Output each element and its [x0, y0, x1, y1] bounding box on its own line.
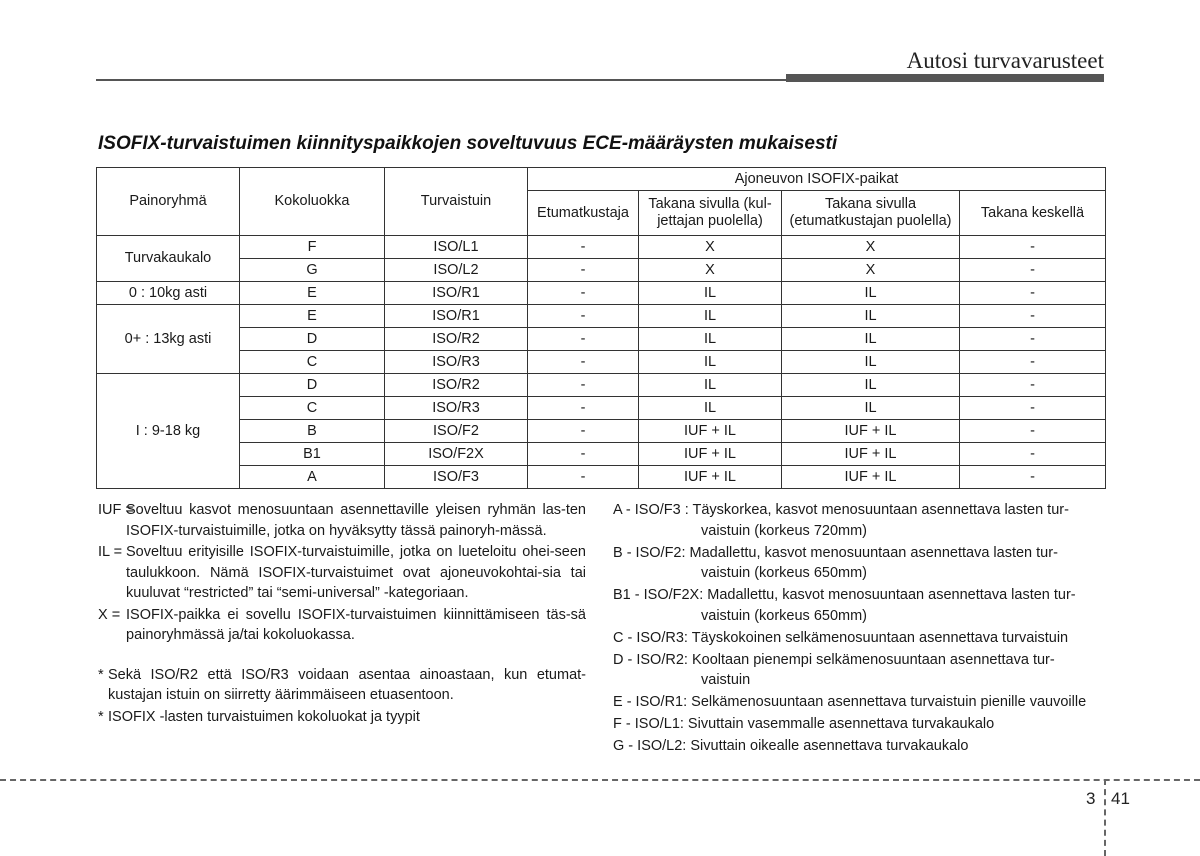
- header-turvaistuin: Turvaistuin: [385, 168, 528, 236]
- rear-center-cell: -: [960, 374, 1106, 397]
- front-cell: -: [528, 420, 639, 443]
- front-cell: -: [528, 397, 639, 420]
- size-cell: E: [240, 305, 385, 328]
- header-rear-center: Takana keskellä: [960, 191, 1106, 236]
- seat-type-item: F - ISO/L1: Sivuttain vasemmalle asennettava turvakaukalo: [613, 716, 995, 732]
- rear-center-cell: -: [960, 305, 1106, 328]
- table-row: [97, 259, 1106, 282]
- header-rear-driver-side: Takana sivulla (kul- jettajan puolella): [639, 191, 782, 236]
- seat-type-item: C - ISO/R3: Täyskokoinen selkämenosuuntaan asennettava turvaistuin: [613, 629, 1069, 646]
- seat-cell: ISO/F3: [385, 466, 528, 489]
- table-row: [97, 328, 1106, 351]
- footer-dashed-rule: [0, 779, 1200, 781]
- rear-driver-cell: IL: [639, 397, 782, 420]
- rear-center-cell: -: [960, 443, 1106, 466]
- group-cell: Turvakaukalo: [97, 236, 240, 282]
- table-row: [97, 466, 1106, 489]
- rear-passenger-cell: IUF + IL: [782, 443, 960, 466]
- rear-passenger-cell: IL: [782, 351, 960, 374]
- size-cell: C: [240, 351, 385, 374]
- rear-center-cell: -: [960, 397, 1106, 420]
- rear-center-cell: -: [960, 282, 1106, 305]
- section-heading: ISOFIX-turvaistuimen kiinnityspaikkojen soveltuvuus ECE-määräysten mukaisesti: [98, 133, 838, 154]
- seat-type-item: B - ISO/F2: Madallettu, kasvot menosuuntaan asennettava lasten tur- vaistuin (korkeus 650mm): [613, 544, 1058, 581]
- footnote-marker: *: [98, 666, 104, 683]
- rear-passenger-cell: IUF + IL: [782, 420, 960, 443]
- legend-key: IL =: [98, 544, 123, 560]
- seat-type-list: [613, 500, 1105, 758]
- seat-cell: ISO/R3: [385, 351, 528, 374]
- running-header-title: Autosi turvavarusteet: [906, 48, 1104, 73]
- seat-cell: ISO/F2X: [385, 443, 528, 466]
- header-front-passenger: Etumatkustaja: [528, 191, 639, 236]
- front-cell: -: [528, 282, 639, 305]
- rear-passenger-cell: IL: [782, 374, 960, 397]
- header-bar: [786, 74, 1104, 82]
- table-row: [97, 236, 1106, 259]
- seat-cell: ISO/R2: [385, 374, 528, 397]
- front-cell: -: [528, 466, 639, 489]
- seat-cell: ISO/R2: [385, 328, 528, 351]
- table-row: [97, 443, 1106, 466]
- seat-cell: ISO/L2: [385, 259, 528, 282]
- front-cell: -: [528, 443, 639, 466]
- footnote-text: ISOFIX -lasten turvaistuimen kokoluokat ja tyypit: [108, 708, 420, 725]
- rear-driver-cell: X: [639, 259, 782, 282]
- rear-center-cell: -: [960, 420, 1106, 443]
- header-isofix-positions: Ajoneuvon ISOFIX-paikat: [528, 168, 1106, 191]
- header-rear-passenger-side: Takana sivulla (etumatkustajan puolella): [782, 191, 960, 236]
- rear-passenger-cell: X: [782, 259, 960, 282]
- rear-center-cell: -: [960, 351, 1106, 374]
- seat-type-item: E - ISO/R1: Selkämenosuuntaan asennettava turvaistuin pienille vauvoille: [613, 694, 1087, 710]
- page-number: 41: [1111, 789, 1130, 808]
- front-cell: -: [528, 305, 639, 328]
- group-cell: 0 : 10kg asti: [97, 282, 240, 305]
- rear-driver-cell: IUF + IL: [639, 420, 782, 443]
- size-cell: D: [240, 328, 385, 351]
- size-cell: F: [240, 236, 385, 259]
- front-cell: -: [528, 328, 639, 351]
- seat-cell: ISO/L1: [385, 236, 528, 259]
- rear-passenger-cell: IL: [782, 282, 960, 305]
- rear-driver-cell: IUF + IL: [639, 443, 782, 466]
- rear-driver-cell: IUF + IL: [639, 466, 782, 489]
- rear-passenger-cell: IL: [782, 305, 960, 328]
- table-row: [97, 351, 1106, 374]
- front-cell: -: [528, 351, 639, 374]
- seat-type-item: G - ISO/L2: Sivuttain oikealle asennettava turvakaukalo: [613, 738, 969, 754]
- legend-item-il: [98, 542, 586, 604]
- size-cell: A: [240, 466, 385, 489]
- seat-cell: ISO/R3: [385, 397, 528, 420]
- footnote-marker: *: [98, 708, 104, 725]
- seat-type-item: A - ISO/F3 : Täyskorkea, kasvot menosuuntaan asennettava lasten tur- vaistuin (korkeus 720mm): [613, 502, 1069, 539]
- header-rule: [96, 79, 786, 81]
- table-row: [97, 420, 1106, 443]
- group-cell: I : 9-18 kg: [97, 374, 240, 489]
- legend-notes: [98, 500, 586, 728]
- rear-center-cell: -: [960, 259, 1106, 282]
- rear-driver-cell: IL: [639, 305, 782, 328]
- size-cell: G: [240, 259, 385, 282]
- legend-text: ISOFIX-paikka ei sovellu ISOFIX-turvaistuimen kiinnittämiseen täs-sä painoryhmässä ja/tai kokoluokassa.: [126, 606, 586, 643]
- rear-center-cell: -: [960, 328, 1106, 351]
- size-cell: C: [240, 397, 385, 420]
- group-cell: 0+ : 13kg asti: [97, 305, 240, 374]
- rear-driver-cell: IL: [639, 374, 782, 397]
- footnote-text: Sekä ISO/R2 että ISO/R3 voidaan asentaa ainoastaan, kun etumat-kustajan istuin on siirretty äärimmäiseen etuasentoon.: [108, 666, 586, 703]
- front-cell: -: [528, 374, 639, 397]
- size-cell: B: [240, 420, 385, 443]
- rear-driver-cell: X: [639, 236, 782, 259]
- header-painoryhma: Painoryhmä: [97, 168, 240, 236]
- size-cell: E: [240, 282, 385, 305]
- table-row: [97, 305, 1106, 328]
- rear-passenger-cell: IUF + IL: [782, 466, 960, 489]
- legend-item-iuf: [98, 500, 586, 541]
- header-kokoluokka: Kokoluokka: [240, 168, 385, 236]
- seat-cell: ISO/R1: [385, 282, 528, 305]
- rear-driver-cell: IL: [639, 328, 782, 351]
- chapter-number: 3: [1086, 789, 1096, 808]
- rear-center-cell: -: [960, 466, 1106, 489]
- legend-text: Soveltuu erityisille ISOFIX-turvaistuimille, jotka on lueteloitu ohei-seen taulukkoon. Nämä ISOFIX-turvaistuimet ovat ajoneuvokohtai-sia tai kuuluvat “restricted” tai “semi-universal” -kategoriaan.: [126, 544, 586, 601]
- table-row: [97, 374, 1106, 397]
- footnote: [98, 665, 586, 706]
- front-cell: -: [528, 236, 639, 259]
- legend-item-x: [98, 605, 586, 646]
- legend-key: X =: [98, 606, 121, 623]
- rear-passenger-cell: IL: [782, 328, 960, 351]
- front-cell: -: [528, 259, 639, 282]
- seat-cell: ISO/R1: [385, 305, 528, 328]
- rear-passenger-cell: X: [782, 236, 960, 259]
- footer-dashed-divider: [1104, 779, 1106, 856]
- table-row: [97, 397, 1106, 420]
- rear-passenger-cell: IL: [782, 397, 960, 420]
- table-row: [97, 282, 1106, 305]
- seat-type-item: B1 - ISO/F2X: Madallettu, kasvot menosuuntaan asennettava lasten tur- vaistuin (korkeus 650mm): [613, 587, 1076, 624]
- rear-driver-cell: IL: [639, 282, 782, 305]
- seat-cell: ISO/F2: [385, 420, 528, 443]
- size-cell: B1: [240, 443, 385, 466]
- isofix-table: [96, 167, 1106, 489]
- size-cell: D: [240, 374, 385, 397]
- legend-key: IUF =: [98, 502, 134, 518]
- footnote: [98, 707, 586, 728]
- legend-text: Soveltuu kasvot menosuuntaan asennettaville yleisen ryhmän las-ten ISOFIX-turvaistuimille, jotka on hyväksytty tässä painoryh-mässä.: [126, 502, 586, 539]
- rear-center-cell: -: [960, 236, 1106, 259]
- rear-driver-cell: IL: [639, 351, 782, 374]
- seat-type-item: D - ISO/R2: Kooltaan pienempi selkämenosuuntaan asennettava tur- vaistuin: [613, 651, 1055, 688]
